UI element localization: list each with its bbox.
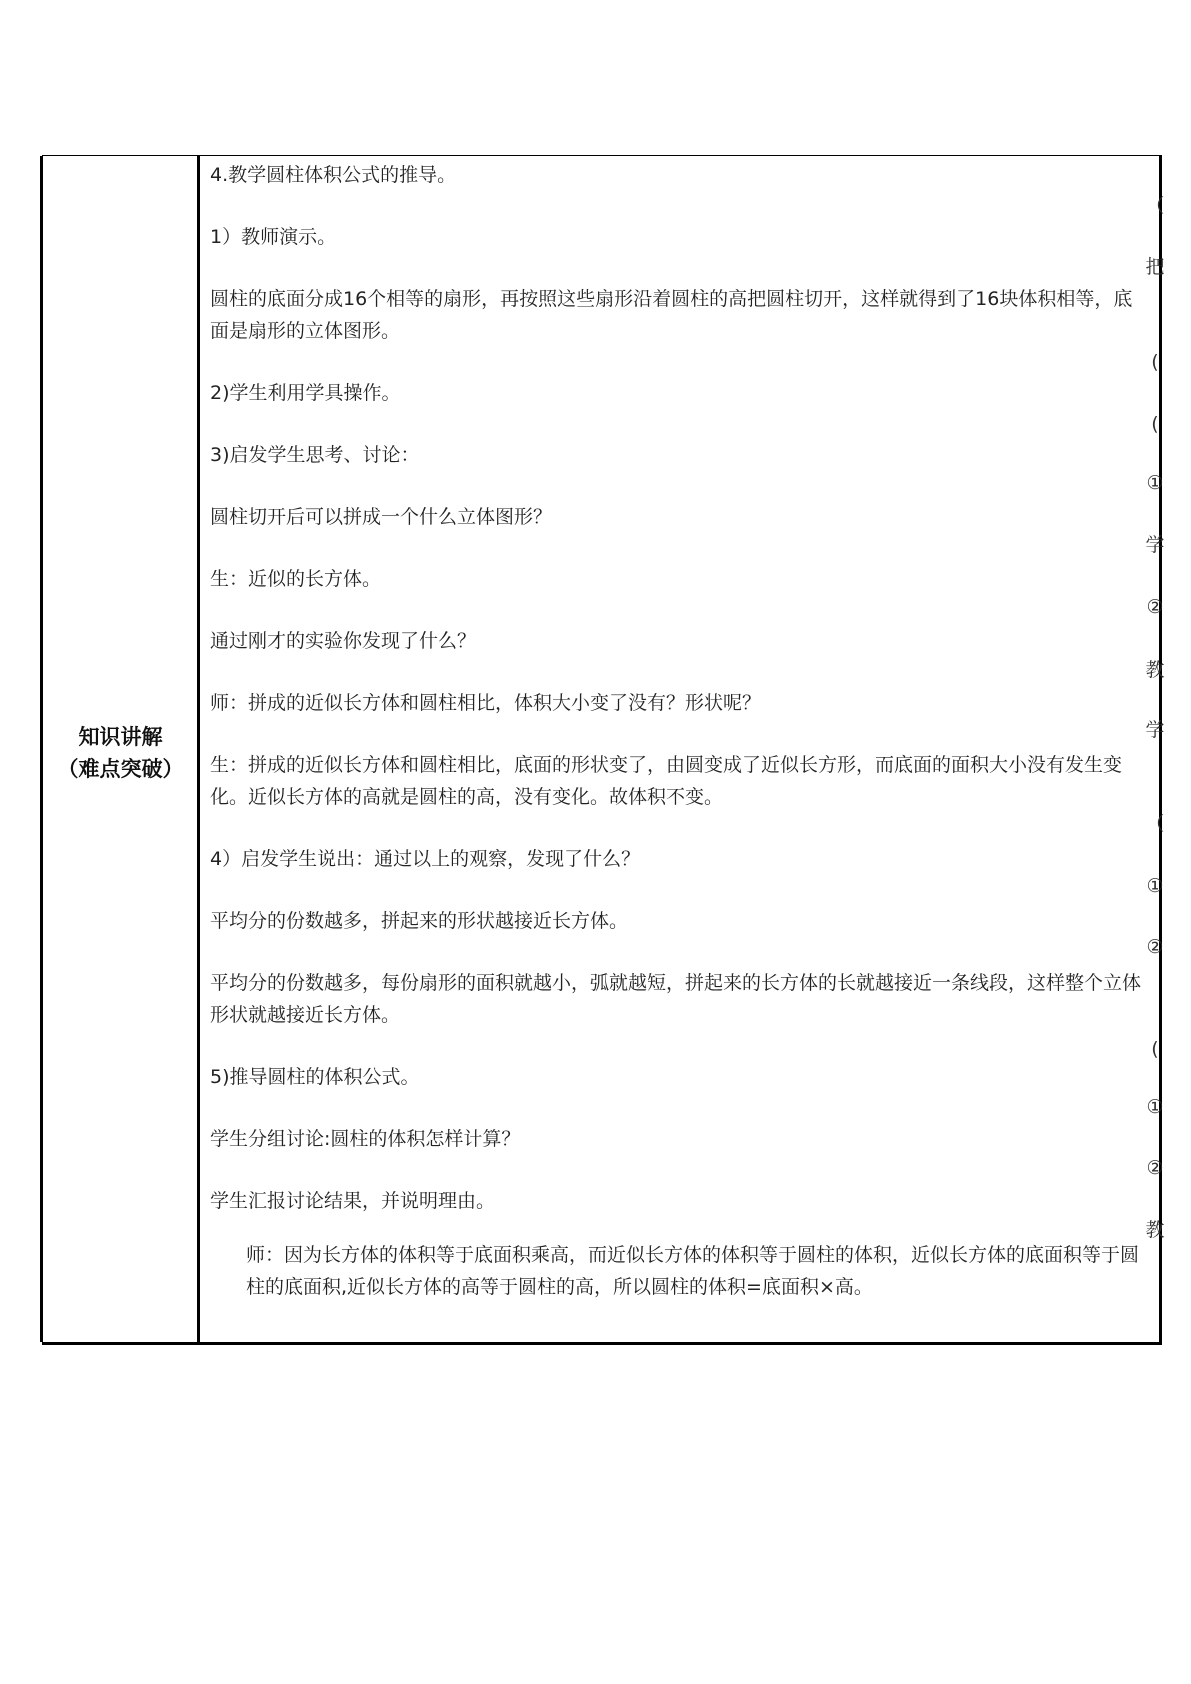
row-label-cell: [42, 721, 199, 785]
paragraph: 师：拼成的近似长方体和圆柱相比，体积大小变了没有？形状呢？: [210, 692, 762, 714]
overflow-glyph: ②: [1146, 936, 1164, 958]
overflow-glyph: ①: [1146, 875, 1164, 897]
overflow-glyph: （: [1145, 195, 1165, 217]
overflow-glyph: 学: [1145, 534, 1165, 556]
paragraph: 圆柱切开后可以拼成一个什么立体图形？: [210, 506, 553, 528]
paragraph: 学生汇报讨论结果，并说明理由。: [210, 1190, 496, 1212]
paragraph: 生：拼成的近似长方体和圆柱相比，底面的形状变了，由圆变成了近似长方形，而底面的面积大小没有发生变化。近似长方体的高就是圆柱的高，没有变化。故体积不变。: [210, 754, 1123, 808]
paragraph: 圆柱的底面分成16个相等的扇形，再按照这些扇形沿着圆柱的高把圆柱切开，这样就得到了16块体积相等，底面是扇形的立体图形。: [210, 288, 1133, 342]
overflow-glyph: ①: [1146, 1096, 1164, 1118]
row-label-title: 知识讲解: [78, 725, 163, 749]
paragraph: 生：近似的长方体。: [210, 568, 382, 590]
paragraph: 平均分的份数越多，每份扇形的面积就越小，弧就越短，拼起来的长方体的长就越接近一条线段，这样整个立体形状就越接近长方体。: [210, 972, 1142, 1026]
row-label-subtitle: （难点突破）: [57, 757, 184, 781]
step-heading: 4）启发学生说出：通过以上的观察，发现了什么？: [210, 848, 641, 870]
overflow-glyph: (: [1151, 1038, 1159, 1060]
overflow-glyph: (: [1151, 351, 1159, 373]
overflow-glyph: ②: [1146, 1157, 1164, 1179]
paragraph: 学生分组讨论:圆柱的体积怎样计算？: [210, 1128, 521, 1150]
step-heading: 5)推导圆柱的体积公式。: [210, 1066, 420, 1088]
overflow-glyph: ①: [1146, 472, 1164, 494]
overflow-glyph: 教: [1145, 659, 1165, 681]
section-heading: 4.教学圆柱体积公式的推导。: [210, 164, 457, 186]
step-heading: 1）教师演示。: [210, 226, 337, 248]
content-cell: [210, 155, 1145, 1333]
overflow-glyph: 把: [1145, 256, 1165, 278]
step-heading: 2)学生利用学具操作。: [210, 382, 401, 404]
overflow-glyph: 学: [1145, 719, 1165, 741]
overflow-glyph: (: [1151, 413, 1159, 435]
overflow-glyph: ②: [1146, 596, 1164, 618]
paragraph: 师：因为长方体的体积等于底面积乘高，而近似长方体的体积等于圆柱的体积，近似长方体的底面积等于圆柱的底面积,近似长方体的高等于圆柱的高，所以圆柱的体积=底面积×高。: [246, 1244, 1140, 1298]
step-heading: 3)启发学生思考、讨论：: [210, 444, 420, 466]
paragraph: 通过刚才的实验你发现了什么？: [210, 630, 477, 652]
paragraph: 平均分的份数越多，拼起来的形状越接近长方体。: [210, 910, 629, 932]
overflow-glyph: （: [1145, 813, 1165, 835]
overflow-glyph: 教: [1145, 1219, 1165, 1241]
